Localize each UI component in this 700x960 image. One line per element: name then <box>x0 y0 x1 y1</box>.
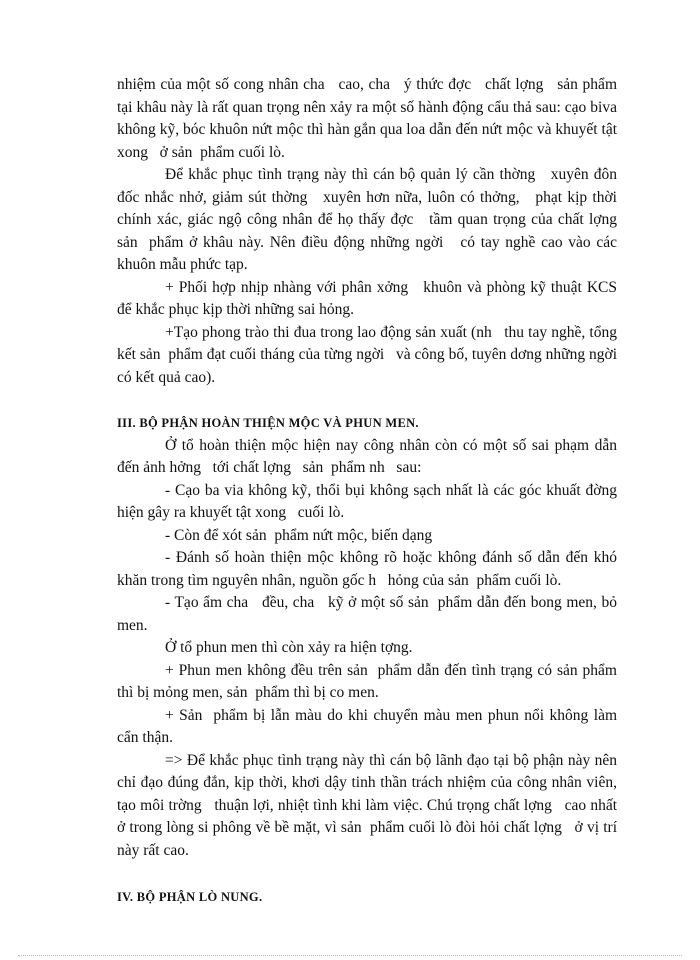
paragraph-continuation: nhiệm của một số cong nhân cha cao, cha ý thức đợc chất lợng sản phẩm tại khâu này là rất quan trọng nên xảy ra một số hành động cẩu thả sau: cạo biva không kỹ, bóc khuôn nứt mộc thì hàn gắn qua loa dẫn đến nứt mộc và khuyết tật xong ở sản phẩm cuối lò. <box>117 76 621 161</box>
list-item-numbering: - Đánh số hoàn thiện mộc không rõ hoặc không đánh số dẫn đến khó khăn trong tìm nguyên nhân, nguồn gốc h hỏng của sản phẩm cuối lò. <box>117 549 621 589</box>
section-heading-3: III. BỘ PHẬN HOÀN THIỆN MỘC VÀ PHUN MEN. <box>117 416 419 430</box>
paragraph-glaze-intro: Ở tổ phun men thì còn xảy ra hiện tợng. <box>165 639 413 656</box>
list-item-moisture: - Tạo ẩm cha đều, cha kỹ ở một số sản phẩm dẫn đến bong men, bỏ men. <box>117 594 621 634</box>
list-item-uneven-glaze: + Phun men không đều trên sản phẩm dẫn đến tình trạng có sản phẩm thì bị mỏng men, sản phẩm thì bị co men. <box>117 661 621 701</box>
section-heading-4: IV. BỘ PHẬN LÒ NUNG. <box>117 890 263 904</box>
paragraph-remedy: Để khắc phục tình trạng này thì cán bộ quản lý cần thờng xuyên đôn đốc nhắc nhở, giảm sút thờng xuyên hơn nữa, luôn có thởng, phạt kịp thời chính xác, giác ngộ công nhân để họ thấy đợc tầm quan trọng của chất lợng sản phẩm ở khâu này. Nên điều động những ngời có tay nghề cao vào các khuôn mẫu phức tạp. <box>117 166 629 273</box>
list-item-color-mix: + Sản phẩm bị lẫn màu do khi chuyển màu men phun nổi không làm cẩn thận. <box>117 706 621 746</box>
paragraph-conclusion: => Để khắc phục tình trạng này thì cán bộ lãnh đạo tại bộ phận này nên chỉ đạo đúng đắn, kịp thời, khơi dậy tinh thần trách nhiệm của công nhân viên, tạo môi trờng thuận lợi, nhiệt tình khi làm việc. Chú trọng chất lợng cao nhất ở trong lòng si phông về bề mặt, vì sản phẩm cuối lò đòi hỏi chất lợng ở vị trí này rất cao. <box>117 751 621 859</box>
document-body <box>117 74 629 909</box>
paragraph-finishing-intro: Ở tổ hoàn thiện mộc hiện nay công nhân còn có một số sai phạm dẫn đến ảnh hởng tới chất lợng sản phẩm nh sau: <box>117 436 621 476</box>
paragraph-emulation: +Tạo phong trào thi đua trong lao động sản xuất (nh thu tay nghề, tổng kết sản phẩm đạt cuối tháng của từng ngời và công bố, tuyên dơng những ngời có kết quả cao). <box>117 323 629 386</box>
list-item-cracked: - Còn để xót sản phẩm nứt mộc, biến dạng <box>165 526 433 544</box>
paragraph-coordination: + Phối hợp nhịp nhàng với phân xởng khuôn và phòng kỹ thuật KCS để khắc phục kịp thời những sai hỏng. <box>117 278 621 318</box>
page-bottom-divider <box>18 955 682 956</box>
list-item-scraping: - Cạo ba via không kỹ, thổi bụi không sạch nhất là các góc khuất đờng hiện gây ra khuyết tật xong cuối lò. <box>117 481 629 521</box>
